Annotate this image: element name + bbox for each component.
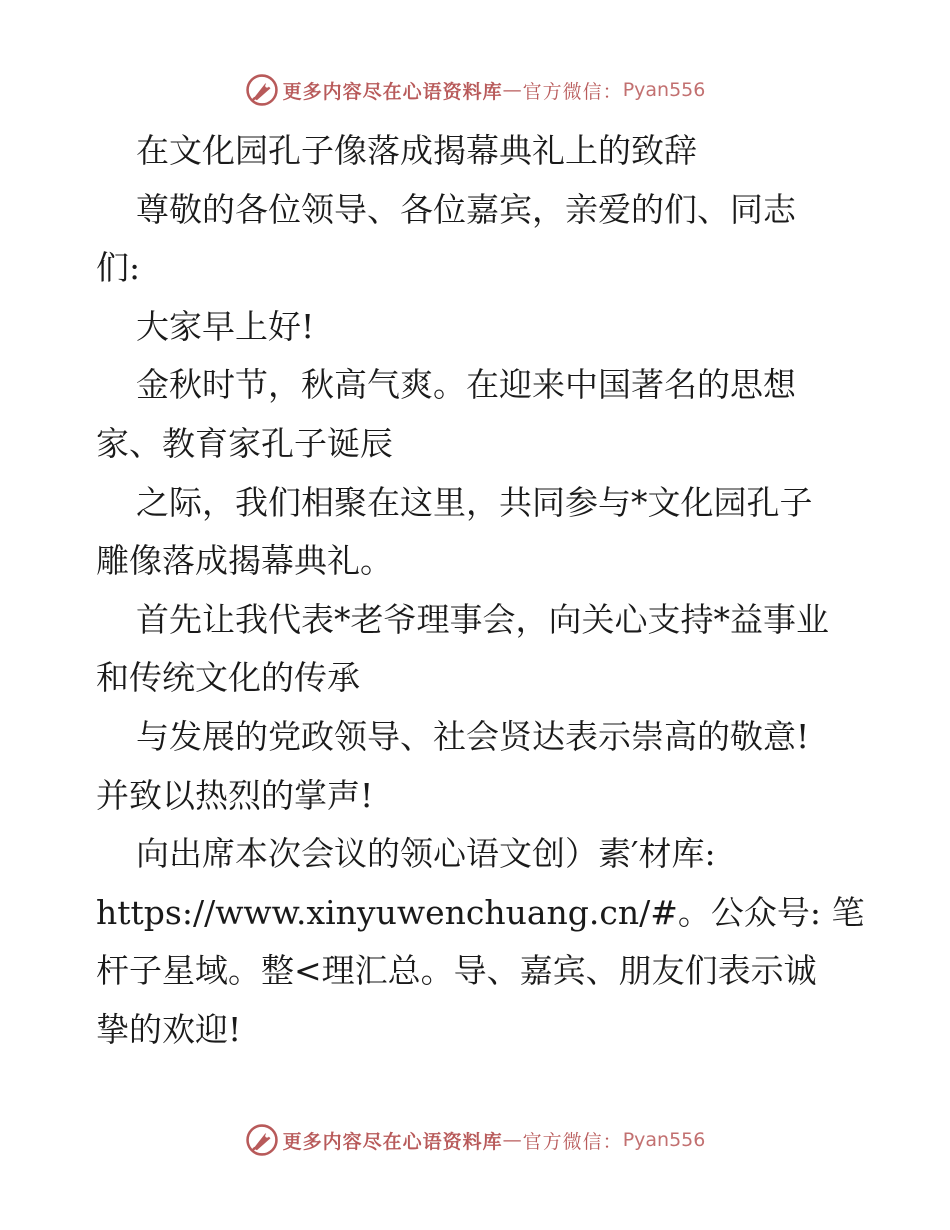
paragraph-welcome <box>96 825 866 1059</box>
banner-wechat-id: Pyan556 <box>622 79 706 101</box>
text-line: 向出席本次会议的领心语文创）素′材库: <box>136 834 716 874</box>
text-line: 金秋时节，秋高气爽。在迎来中国著名的思想 <box>136 365 796 405</box>
paragraph-gathering <box>96 474 866 591</box>
text-line: 大家早上好! <box>136 306 315 346</box>
text-line: 雕像落成揭幕典礼。 <box>96 541 393 581</box>
text-line: 首先让我代表*老爷理事会，向关心支持*益事业 <box>136 599 829 639</box>
banner-dash: — <box>502 1129 523 1151</box>
text-line: 与发展的党政领导、社会贤达表示崇高的敬意! <box>136 716 810 756</box>
pen-nib-logo-icon <box>245 73 279 107</box>
header-banner <box>0 70 950 110</box>
paragraph-respect <box>96 708 866 825</box>
text-line: 之际，我们相聚在这里，共同参与*文化园孔子 <box>136 482 813 522</box>
footer-banner <box>0 1120 950 1160</box>
text-line: 和传统文化的传承 <box>96 658 360 698</box>
banner-wechat-label: 官方微信： <box>522 80 623 103</box>
text-line: 们: <box>96 248 141 288</box>
text-line: 挚的欢迎! <box>96 1009 242 1049</box>
pen-nib-logo-icon <box>245 1123 279 1157</box>
paragraph-representing <box>96 591 866 708</box>
document-title <box>96 122 866 181</box>
paragraph-morning <box>96 298 866 357</box>
title-line: 在文化园孔子像落成揭幕典礼上的致辞 <box>136 131 697 170</box>
document-body <box>96 122 866 1060</box>
banner-wechat-label: 官方微信： <box>522 1130 623 1153</box>
banner-brand: 更多内容尽在心语资料库 <box>282 1130 503 1153</box>
banner-brand: 更多内容尽在心语资料库 <box>282 80 503 103</box>
paragraph-greeting <box>96 181 866 298</box>
text-line: 家、教育家孔子诞辰 <box>96 423 393 463</box>
paragraph-autumn <box>96 356 866 473</box>
text-line: 尊敬的各位领导、各位嘉宾，亲爱的们、同志 <box>136 189 796 229</box>
text-line: 杆子星域。整<理汇总。导、嘉宾、朋友们表示诚 <box>96 951 817 991</box>
banner-dash: — <box>502 79 523 101</box>
text-line: 并致以热烈的掌声! <box>96 775 374 815</box>
text-line: https://www.xinyuwenchuang.cn/#。公众号: 笔 <box>96 892 865 932</box>
banner-wechat-id: Pyan556 <box>622 1129 706 1151</box>
